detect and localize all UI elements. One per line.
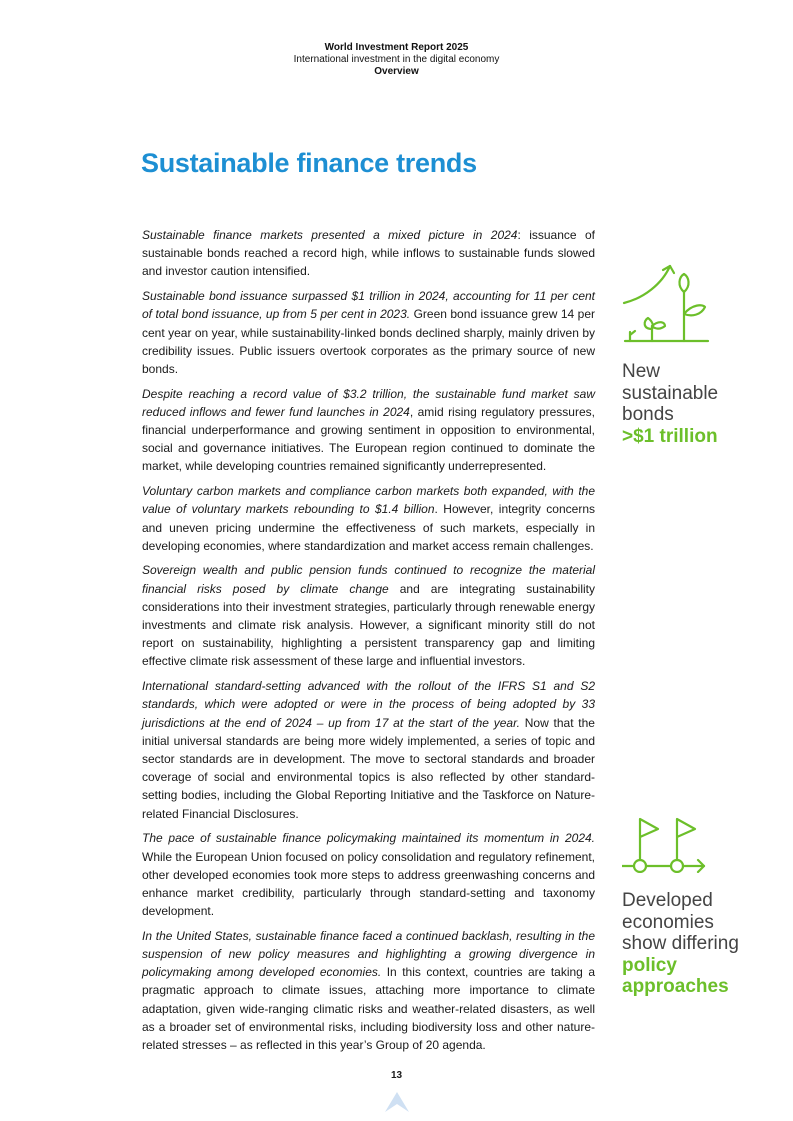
callout-sustainable-bonds bbox=[622, 262, 772, 447]
paragraph-rest: and are integrating sustainability considerations into their investment strategies, particularly through renewable energy investments and climate risk analysis. However, a significant minority still do not report on sustainability, highlighting a persistent transparency gap and limiting effective climate risk assessment of these large and influential investors. bbox=[142, 581, 595, 669]
body-text bbox=[142, 226, 595, 1061]
paragraph-rest: In this context, countries are taking a pragmatic approach to climate issues, attaching more importance to climate adaptation, given wide-ranging climatic risks and weather-related disasters, as well as a broader set of environmental risks, including biodiversity loss and other nature-related stresses – as reflected in this year’s Group of 20 agenda. bbox=[142, 965, 595, 1053]
callout-line: economies bbox=[622, 911, 714, 933]
paragraph bbox=[142, 287, 595, 378]
paragraph bbox=[142, 927, 595, 1054]
paragraph bbox=[142, 226, 595, 281]
chevron-up-icon[interactable] bbox=[384, 1090, 410, 1114]
report-subtitle: International investment in the digital economy bbox=[293, 54, 500, 65]
paragraph-lead: Despite reaching a record value of $3.2 trillion, the sustainable fund market saw reduced inflows and fewer fund launches in 2024 bbox=[142, 386, 595, 419]
callout-highlight: approaches bbox=[622, 976, 729, 997]
paragraph-rest: Now that the initial universal standards are being more widely implemented, a series of topic and sector standards are in development. The move to sectoral standards and broader coverage of social and environmental topics is also reflected by other standard-setting bodies, including the Global Reporting Initiative and the Taskforce on Nature-related Financial Disclosures. bbox=[142, 715, 595, 821]
callout-line: show differing bbox=[622, 933, 739, 954]
paragraph bbox=[142, 561, 595, 670]
page-number: 13 bbox=[390, 1070, 403, 1081]
paragraph-lead: In the United States, sustainable finance faced a continued backlash, resulting in the suspension of new policy measures and highlighting a growing divergence in policymaking among developed economies. bbox=[142, 928, 595, 980]
callout-line: New bbox=[622, 361, 661, 382]
paragraph-rest: While the European Union focused on policy consolidation and regulatory refinement, other developed economies took more steps to address greenwashing concerns and enhance market credibility, particularly through standard-setting and taxonomy development. bbox=[142, 849, 595, 919]
report-title: World Investment Report 2025 bbox=[324, 42, 469, 53]
paragraph-rest: , amid rising regulatory pressures, financial underperformance and growing sentiment in opposition to environmental, social and governance initiatives. The European region continued to dominate the market, while developing countries remained significantly underrepresented. bbox=[142, 404, 595, 474]
paragraph-lead: Sustainable finance markets presented a mixed picture in 2024 bbox=[142, 228, 518, 242]
paragraph bbox=[142, 482, 595, 555]
callout-line: bonds bbox=[622, 404, 674, 425]
callout-line: sustainable bbox=[622, 382, 719, 404]
paragraph-lead: International standard-setting advanced with the rollout of the IFRS S1 and S2 standards, which were adopted or were in the process of being adopted by 33 jurisdictions at the end of 2024 – up from 17 at the start of the year. bbox=[142, 679, 595, 730]
section-name: Overview bbox=[374, 66, 419, 77]
paragraph bbox=[142, 385, 595, 476]
paragraph-lead: Sovereign wealth and public pension funds continued to recognize the material financial risks posed by climate change bbox=[142, 563, 595, 596]
paragraph-rest: Green bond issuance grew 14 per cent year on year, while sustainability-linked bonds declined sharply, mainly driven by credibility issues. Public issuers overtook corporates as the primary source of new bonds. bbox=[142, 307, 595, 376]
paragraph bbox=[142, 829, 595, 920]
callout-policy-approaches bbox=[622, 815, 772, 998]
growth-plants-icon bbox=[622, 262, 712, 344]
callout-highlight: >$1 trillion bbox=[622, 425, 718, 447]
page-title: Sustainable finance trends bbox=[141, 148, 477, 178]
paragraph-lead: The pace of sustainable finance policymaking maintained its momentum in 2024. bbox=[142, 831, 595, 846]
paragraph-rest: . However, integrity concerns and uneven pricing undermine the effectiveness of such markets, especially in developing economies, where standardization and market access remain challenges. bbox=[142, 502, 595, 553]
paragraph bbox=[142, 677, 595, 823]
callout-highlight: policy bbox=[622, 954, 677, 976]
paragraph-lead: Sustainable bond issuance surpassed $1 trillion in 2024, accounting for 11 per cent of total bond issuance, up from 5 per cent in 2023. bbox=[142, 289, 595, 322]
paragraph-lead: Voluntary carbon markets and compliance carbon markets both expanded, with the value of voluntary markets rebounding to $1.4 billion bbox=[142, 484, 595, 517]
paragraph-rest: : issuance of sustainable bonds reached a record high, while inflows to sustainable funds slowed and investor caution intensified. bbox=[142, 228, 595, 279]
running-header bbox=[0, 42, 793, 78]
callout-line: Developed bbox=[622, 890, 713, 911]
flags-path-icon bbox=[622, 815, 712, 873]
